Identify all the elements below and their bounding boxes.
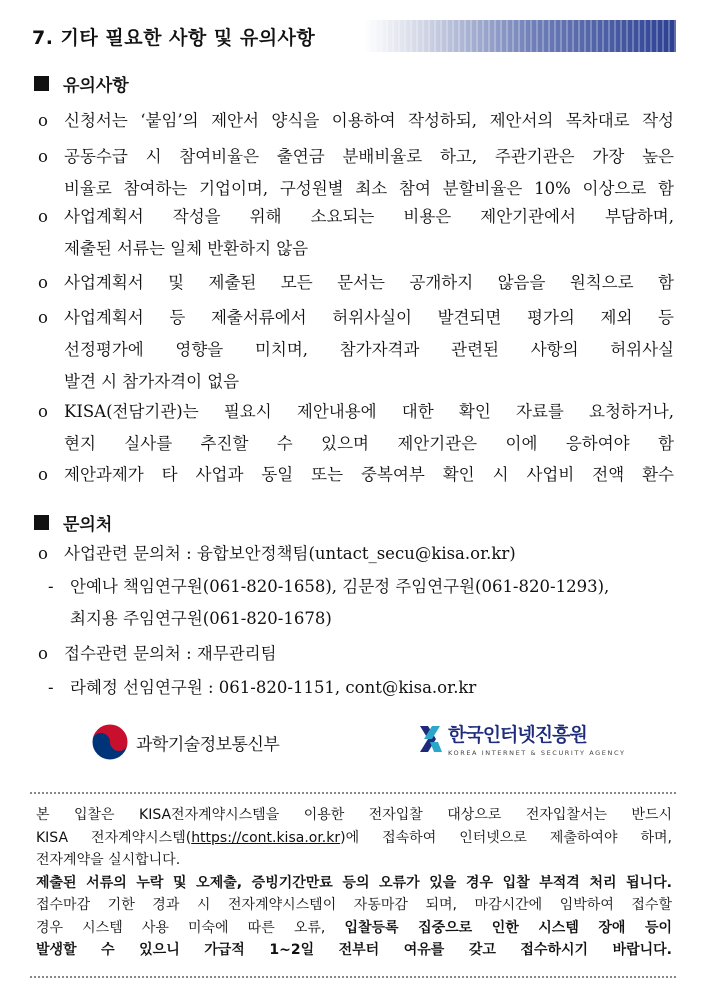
- notice-warning: 발생할 수 있으니 가급적 1~2일 전부터 여유를 갖고 접수하시기 바랍니다.: [36, 942, 672, 958]
- contacts-heading-text: 문의처: [63, 515, 113, 535]
- msit-logo: [90, 722, 279, 762]
- caution-line: 사업계획서 등 제출서류에서 허위사실이 발견되면 평가의 제외 등: [64, 308, 674, 327]
- caution-line: 신청서는 ‘붙임’의 제안서 양식을 이용하여 작성하되, 제안서의 목차대로 작성: [64, 111, 674, 130]
- caution-item: [38, 302, 674, 398]
- caution-line: 사업계획서 작성을 위해 소요되는 비용은 제안기관에서 부담하며,: [64, 207, 674, 226]
- notice-box: [36, 804, 672, 962]
- caution-line: 선정평가에 영향을 미치며, 참가자격과 관련된 사항의 허위사실: [64, 340, 674, 359]
- dotted-divider-top: [30, 792, 676, 794]
- notice-line: 접수마감 기한 경과 시 전자계약시스템이 자동마감 되며, 마감시간에 임박하여 접수할: [36, 897, 672, 913]
- contact-item: [38, 638, 674, 670]
- notice-line: [36, 917, 672, 940]
- contacts-heading: [34, 510, 112, 535]
- caution-line: KISA(전담기관)는 필요시 제안내용에 대한 확인 자료를 요청하거나,: [64, 402, 674, 421]
- caution-line: 제출된 서류는 일체 반환하지 않음: [64, 239, 309, 258]
- caution-item: [38, 141, 674, 205]
- contract-system-link[interactable]: https://cont.kisa.or.kr: [191, 829, 341, 846]
- notice-text: )에 접속하여 인터넷으로 제출하여야 하며,: [340, 829, 672, 846]
- contact-people-line: 최지용 주임연구원(061-820-1678): [70, 609, 332, 628]
- reception-contact: 접수관련 문의처 : 재무관리팀: [64, 644, 277, 663]
- notice-warning: 제출된 서류의 누락 및 오제출, 증빙기간만료 등의 오류가 있을 경우 입찰 부적격 처리 됩니다.: [36, 874, 672, 891]
- notice-text: 경우 시스템 사용 미숙에 따른 오류,: [36, 919, 345, 936]
- logo-row: [0, 710, 703, 780]
- bullet-mark: o: [38, 273, 48, 292]
- kisa-logo: [418, 720, 626, 757]
- caution-item: [38, 459, 674, 491]
- caution-line: 발견 시 참가자격이 없음: [64, 372, 240, 391]
- bullet-mark: o: [38, 402, 48, 421]
- cautions-heading-text: 유의사항: [63, 76, 129, 96]
- kisa-sub-label: KOREA INTERNET & SECURITY AGENCY: [448, 749, 626, 757]
- caution-line: 사업계획서 및 제출된 모든 문서는 공개하지 않음을 원칙으로 함: [64, 273, 674, 292]
- bullet-mark: o: [38, 465, 48, 484]
- caution-line: 공동수급 시 참여비율은 출연금 분배비율로 하고, 주관기관은 가장 높은: [64, 147, 674, 166]
- caution-item: [38, 105, 674, 137]
- caution-item: [38, 396, 674, 460]
- caution-line: 비율로 참여하는 기업이며, 구성원별 최소 참여 분할비율은 10% 이상으로 함: [64, 179, 674, 198]
- section-title: 7. 기타 필요한 사항 및 유의사항: [32, 26, 316, 49]
- notice-line: 본 입찰은 KISA전자계약시스템을 이용한 전자입찰 대상으로 전자입찰서는 반드시: [36, 807, 672, 823]
- bullet-mark: o: [38, 544, 48, 563]
- notice-warning: 입찰등록 집중으로 인한 시스템 장애 등이: [344, 919, 672, 936]
- bullet-mark: o: [38, 147, 48, 166]
- kisa-mark-icon: [418, 722, 444, 756]
- kisa-label: 한국인터넷진흥원: [448, 724, 587, 746]
- notice-line: 전자계약을 실시합니다.: [36, 852, 181, 868]
- notice-text: KISA 전자계약시스템(: [36, 829, 192, 846]
- reception-people-line: 라혜정 선임연구원 : 061-820-1151, cont@kisa.or.kr: [70, 678, 477, 697]
- notice-line: [36, 827, 672, 850]
- cautions-heading: [34, 71, 129, 96]
- section-title-bar: [26, 20, 676, 52]
- dotted-divider-bottom: [30, 976, 676, 978]
- bullet-mark: o: [38, 111, 48, 130]
- title-pattern: [356, 20, 676, 52]
- dash-mark: -: [48, 678, 54, 697]
- contact-item: [38, 538, 674, 570]
- business-contact: 사업관련 문의처 : 융합보안정책팀(untact_secu@kisa.or.kr): [64, 544, 516, 563]
- caution-item: [38, 201, 674, 265]
- contact-people: [48, 672, 678, 704]
- dash-mark: -: [48, 577, 54, 596]
- caution-item: [38, 267, 674, 299]
- bullet-mark: o: [38, 207, 48, 226]
- square-bullet-icon: [34, 515, 49, 530]
- bullet-mark: o: [38, 644, 48, 663]
- taegeuk-icon: [90, 722, 130, 762]
- msit-label: 과학기술정보통신부: [136, 734, 280, 755]
- contact-people: [48, 571, 678, 635]
- bullet-mark: o: [38, 308, 48, 327]
- square-bullet-icon: [34, 76, 49, 91]
- caution-line: 현지 실사를 추진할 수 있으며 제안기관은 이에 응하여야 함: [64, 434, 674, 453]
- contact-people-line: 안예나 책임연구원(061-820-1658), 김문정 주임연구원(061-820-1293),: [70, 577, 610, 596]
- caution-line: 제안과제가 타 사업과 동일 또는 중복여부 확인 시 사업비 전액 환수: [64, 465, 674, 484]
